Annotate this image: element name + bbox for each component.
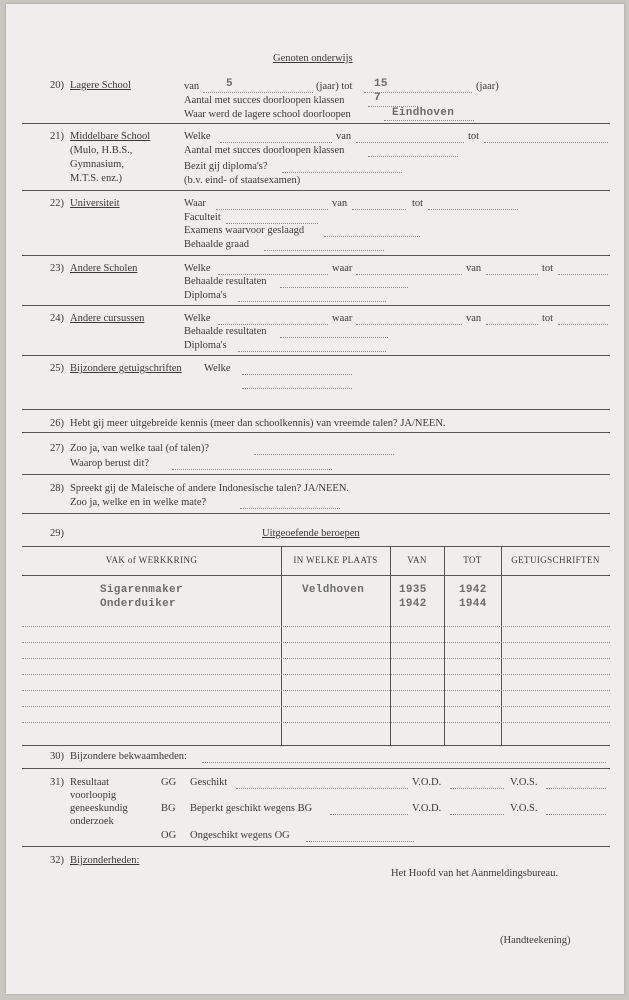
s21-aantal-label: Aantal met succes doorloopen klassen <box>184 145 345 156</box>
s25-welke-field-2[interactable] <box>242 388 352 389</box>
table-cell-vak: Sigarenmaker <box>100 584 183 596</box>
s21-welke-field[interactable] <box>220 142 332 143</box>
divider <box>22 190 610 191</box>
s24-title: Andere cursussen <box>70 313 145 324</box>
form-sheet <box>6 4 624 994</box>
table-header-border <box>22 575 610 576</box>
s29-number: 29) <box>50 528 64 539</box>
divider <box>22 409 610 410</box>
s22-faculteit-field[interactable] <box>226 223 318 224</box>
s24-welke-field[interactable] <box>218 324 328 325</box>
s24-number: 24) <box>50 313 64 324</box>
s21-aantal-field[interactable] <box>368 156 458 157</box>
s20-tot-value: 15 <box>374 78 388 90</box>
s31-gg-vod: V.O.D. <box>412 777 442 788</box>
col-header-vak: VAK of WERKKRING <box>105 555 198 565</box>
s31-label-2: voorloopig <box>70 790 117 801</box>
s20-van-value: 5 <box>226 78 233 90</box>
footer-handteekening: (Handteekening) <box>500 935 571 946</box>
divider <box>22 846 610 847</box>
s31-bg-text: Beperkt geschikt wegens BG <box>190 803 313 814</box>
s21-welke-label: Welke <box>184 131 211 142</box>
s26-number: 26) <box>50 418 64 429</box>
s22-title: Universiteit <box>70 198 120 209</box>
col-header-tot: TOT <box>463 555 482 565</box>
divider <box>22 513 610 514</box>
s21-van-label: van <box>336 131 352 142</box>
s31-number: 31) <box>50 777 64 788</box>
table-col-divider <box>281 546 282 745</box>
s23-tot-label: tot <box>542 263 554 274</box>
table-cell-van: 1935 <box>399 584 427 596</box>
col-header-getuigschriften: GETUIGSCHRIFTEN <box>511 555 600 565</box>
s31-og-field[interactable] <box>306 841 414 842</box>
s31-og-code: OG <box>161 830 177 841</box>
s27-line2: Waarop berust dit? <box>70 458 150 469</box>
table-cell-vak: Onderduiker <box>100 598 176 610</box>
s23-diplomas-label: Diploma's <box>184 290 227 301</box>
s21-tot-label: tot <box>468 131 480 142</box>
table-row-line <box>22 722 610 723</box>
table-row-line <box>22 690 610 691</box>
table-col-divider <box>390 546 391 745</box>
table-bottom-border <box>22 745 610 746</box>
s31-bg-vod: V.O.D. <box>412 803 442 814</box>
s24-resultaten-label: Behaalde resultaten <box>184 326 267 337</box>
table-cell-plaats: Veldhoven <box>302 584 365 596</box>
s21-tot-field[interactable] <box>484 142 608 143</box>
s21-bezit-field[interactable] <box>282 172 402 173</box>
s21-title: Middelbare School <box>70 131 151 142</box>
s23-tot-field[interactable] <box>558 274 608 275</box>
s24-diplomas-label: Diploma's <box>184 340 227 351</box>
s23-van-field[interactable] <box>486 274 538 275</box>
s20-van-label: van <box>184 81 200 92</box>
s20-jaar-tot-label: (jaar) tot <box>316 81 353 92</box>
s31-gg-vos-field[interactable] <box>546 788 606 789</box>
s32-number: 32) <box>50 855 64 866</box>
s20-title: Lagere School <box>70 80 131 91</box>
s31-bg-code: BG <box>161 803 176 814</box>
s24-tot-field[interactable] <box>558 324 608 325</box>
table-col-divider <box>501 546 502 745</box>
s20-waar-field[interactable] <box>384 120 474 121</box>
s22-graad-field[interactable] <box>264 250 384 251</box>
s21-bezit-label: Bezit gij diploma's? <box>184 161 268 172</box>
s31-label-1: Resultaat <box>70 777 110 788</box>
s21-van-field[interactable] <box>356 142 464 143</box>
s20-number: 20) <box>50 80 64 91</box>
s32-title: Bijzonderheden: <box>70 855 140 866</box>
s25-title: Bijzondere getuigschriften <box>70 363 182 374</box>
footer-hoofd: Het Hoofd van het Aanmeldingsbureau. <box>391 868 559 879</box>
table-row-line <box>22 642 610 643</box>
s27-taal-field[interactable] <box>254 454 394 455</box>
s27-line1: Zoo ja, van welke taal (of talen)? <box>70 443 210 454</box>
s24-van-field[interactable] <box>486 324 538 325</box>
s31-gg-vod-field[interactable] <box>450 788 504 789</box>
s22-graad-label: Behaalde graad <box>184 239 250 250</box>
s23-waar-field[interactable] <box>356 274 462 275</box>
s22-number: 22) <box>50 198 64 209</box>
s31-bg-vod-field[interactable] <box>450 814 504 815</box>
col-header-van: VAN <box>407 555 427 565</box>
s26-text: Hebt gij meer uitgebreide kennis (meer dan schoolkennis) van vreemde talen? JA/NEEN. <box>70 418 446 429</box>
s28-mate-field[interactable] <box>240 508 340 509</box>
table-row-line <box>22 658 610 659</box>
s21-bv-label: (b.v. eind- of staatsexamen) <box>184 175 301 186</box>
table-row-line <box>22 626 610 627</box>
s30-field[interactable] <box>202 762 606 763</box>
s28-number: 28) <box>50 483 64 494</box>
s29-title: Uitgeoefende beroepen <box>262 528 360 539</box>
divider <box>22 474 610 475</box>
s22-tot-field[interactable] <box>428 209 518 210</box>
s20-waar-value: Eindhoven <box>392 107 455 119</box>
divider <box>22 305 610 306</box>
s31-bg-field[interactable] <box>330 814 408 815</box>
s24-van-label: van <box>466 313 482 324</box>
divider <box>22 355 610 356</box>
s31-gg-field[interactable] <box>236 788 408 789</box>
s31-label-3: geneeskundig <box>70 803 128 814</box>
s21-sub2: Gymnasium, <box>70 159 124 170</box>
s23-resultaten-label: Behaalde resultaten <box>184 276 267 287</box>
col-header-plaats: IN WELKE PLAATS <box>293 555 378 565</box>
s20-waar-label: Waar werd de lagere school doorloopen <box>184 109 351 120</box>
s25-welke-label: Welke <box>204 363 231 374</box>
s30-number: 30) <box>50 751 64 762</box>
s31-label-4: onderzoek <box>70 816 114 827</box>
s31-bg-vos-field[interactable] <box>546 814 606 815</box>
s24-diplomas-field[interactable] <box>238 351 386 352</box>
divider <box>22 432 610 433</box>
s22-waar-label: Waar <box>184 198 206 209</box>
s31-og-text: Ongeschikt wegens OG <box>190 830 290 841</box>
table-row-line <box>22 674 610 675</box>
table-top-border <box>22 546 610 547</box>
s20-aantal-value: 7 <box>374 92 381 104</box>
s23-waar-label: waar <box>332 263 353 274</box>
table-cell-van: 1942 <box>399 598 427 610</box>
s20-jaar-label: (jaar) <box>476 81 499 92</box>
table-row-line <box>22 706 610 707</box>
s23-welke-label: Welke <box>184 263 211 274</box>
s20-aantal-label: Aantal met succes doorloopen klassen <box>184 95 345 106</box>
table-col-divider <box>444 546 445 745</box>
s28-line2: Zoo ja, welke en in welke mate? <box>70 497 207 508</box>
s30-title: Bijzondere bekwaamheden: <box>70 751 187 762</box>
s27-berust-field[interactable] <box>172 469 332 470</box>
s31-gg-text: Geschikt <box>190 777 228 788</box>
s31-bg-vos: V.O.S. <box>510 803 538 814</box>
s23-diplomas-field[interactable] <box>238 301 386 302</box>
divider <box>22 768 610 769</box>
s24-welke-label: Welke <box>184 313 211 324</box>
s31-gg-vos: V.O.S. <box>510 777 538 788</box>
s24-resultaten-field[interactable] <box>280 337 388 338</box>
s22-waar-field[interactable] <box>216 209 328 210</box>
s23-welke-field[interactable] <box>218 274 328 275</box>
s27-number: 27) <box>50 443 64 454</box>
divider <box>22 255 610 256</box>
s24-waar-field[interactable] <box>356 324 462 325</box>
s22-van-field[interactable] <box>352 209 406 210</box>
table-cell-tot: 1944 <box>459 598 487 610</box>
s25-number: 25) <box>50 363 64 374</box>
s22-examens-field[interactable] <box>324 236 420 237</box>
s23-title: Andere Scholen <box>70 263 138 274</box>
s25-welke-field[interactable] <box>242 374 352 375</box>
s22-tot-label: tot <box>412 198 424 209</box>
page-title: Genoten onderwijs <box>273 53 353 64</box>
s23-number: 23) <box>50 263 64 274</box>
s21-sub1: (Mulo, H.B.S., <box>70 145 133 156</box>
s21-sub3: M.T.S. enz.) <box>70 173 123 184</box>
s31-gg-code: GG <box>161 777 177 788</box>
s21-number: 21) <box>50 131 64 142</box>
divider <box>22 123 610 124</box>
s28-line1: Spreekt gij de Maleische of andere Indonesische talen? JA/NEEN. <box>70 483 350 494</box>
s22-van-label: van <box>332 198 348 209</box>
s22-faculteit-label: Faculteit <box>184 212 221 223</box>
s24-tot-label: tot <box>542 313 554 324</box>
s23-resultaten-field[interactable] <box>280 287 408 288</box>
s22-examens-label: Examens waarvoor geslaagd <box>184 225 305 236</box>
s23-van-label: van <box>466 263 482 274</box>
s24-waar-label: waar <box>332 313 353 324</box>
table-cell-tot: 1942 <box>459 584 487 596</box>
s20-van-field[interactable] <box>203 92 313 93</box>
